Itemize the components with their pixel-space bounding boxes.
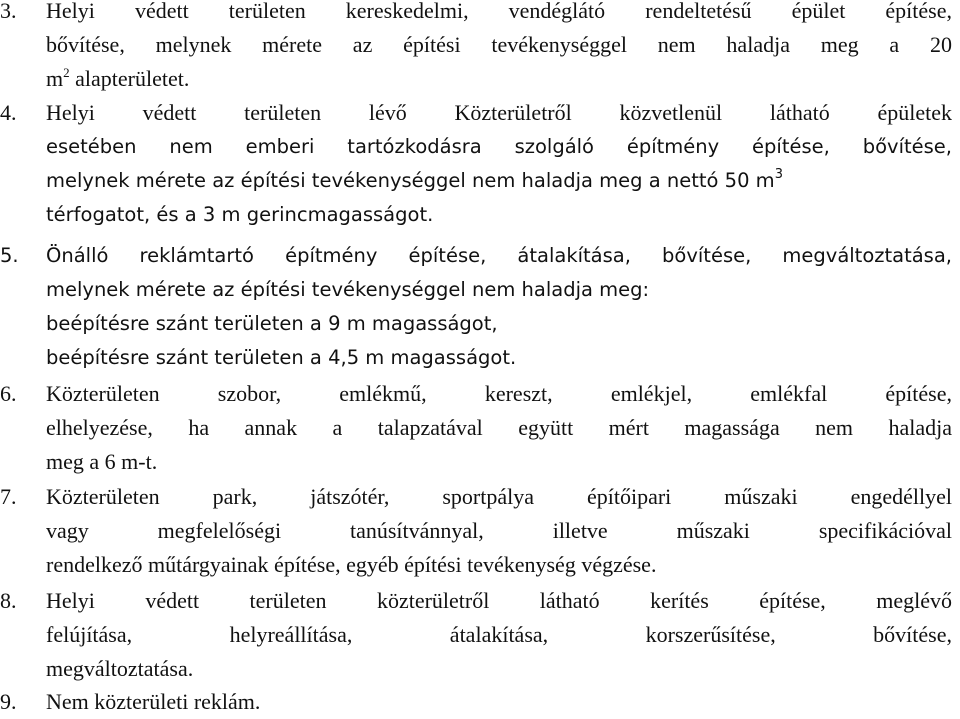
list-item-text (46, 96, 952, 232)
text-line: Közterületen szobor, emlékmű, kereszt, emlékjel, emlékfal építése, (46, 381, 952, 406)
text-line: meg a 6 m-t. (46, 449, 158, 474)
text-line: esetében nem emberi tartózkodásra szolgáló építmény építése, bővítése, (46, 135, 952, 158)
list-item-text (46, 377, 952, 479)
text-fragment: alapterületet. (69, 66, 190, 91)
text-line: Közterületen park, játszótér, sportpálya építőipari műszaki engedéllyel (46, 484, 952, 509)
list-item-number: 5. (0, 244, 19, 267)
superscript: 2 (63, 65, 70, 80)
list-item-7 (0, 480, 956, 582)
list-item-text (46, 239, 952, 375)
list-item-number: 9. (0, 689, 17, 714)
text-line: Helyi védett területen közterületről látható kerítés építése, meglévő (46, 588, 952, 613)
list-item-9 (0, 685, 956, 719)
text-line (46, 164, 952, 198)
list-item-text (46, 584, 952, 686)
text-line: felújítása, helyreállítása, átalakítása, korszerűsítése, bővítése, (46, 622, 952, 647)
text-line: beépítésre szánt területen a 4,5 m magasságot. (46, 346, 517, 369)
text-line: elhelyezése, ha annak a talapzatával együtt mért magassága nem haladja (46, 415, 952, 440)
list-item-text (46, 0, 952, 96)
text-line: rendelkező műtárgyainak építése, egyéb építési tevékenység végzése. (46, 552, 657, 577)
list-item-text (46, 480, 952, 582)
text-line: térfogatot, és a 3 m gerincmagasságot. (46, 203, 434, 226)
list-item-number: 7. (0, 484, 17, 509)
list-item-number: 6. (0, 381, 17, 406)
text-line: vagy megfelelőségi tanúsítvánnyal, illetve műszaki specifikációval (46, 518, 952, 543)
list-item-number: 8. (0, 588, 17, 613)
list-item-5 (0, 239, 956, 375)
list-item-text (46, 685, 952, 719)
text-line: Önálló reklámtartó építmény építése, átalakítása, bővítése, megváltoztatása, (46, 244, 952, 267)
list-item-number: 3. (0, 0, 17, 23)
text-line: Helyi védett területen kereskedelmi, vendéglátó rendeltetésű épület építése, (46, 0, 952, 23)
list-item-6 (0, 377, 956, 479)
list-item-8 (0, 584, 956, 686)
text-line (46, 62, 952, 96)
text-line: Helyi védett területen lévő Közterületről közvetlenül látható épületek (46, 100, 952, 125)
text-line: beépítésre szánt területen a 9 m magasságot, (46, 312, 498, 335)
text-fragment: m (46, 66, 64, 91)
text-line: megváltoztatása. (46, 656, 194, 681)
list-item-number: 4. (0, 100, 17, 125)
list-item-4 (0, 96, 956, 232)
superscript: 3 (774, 167, 783, 182)
text-line: bővítése, melynek mérete az építési tevékenységgel nem haladja meg a 20 (46, 32, 952, 57)
text-fragment: melynek mérete az építési tevékenységgel nem haladja meg a nettó 50 m (46, 169, 775, 192)
list-item-3 (0, 0, 956, 96)
text-line: melynek mérete az építési tevékenységgel nem haladja meg: (46, 278, 650, 301)
text-line: Nem közterületi reklám. (46, 689, 261, 714)
